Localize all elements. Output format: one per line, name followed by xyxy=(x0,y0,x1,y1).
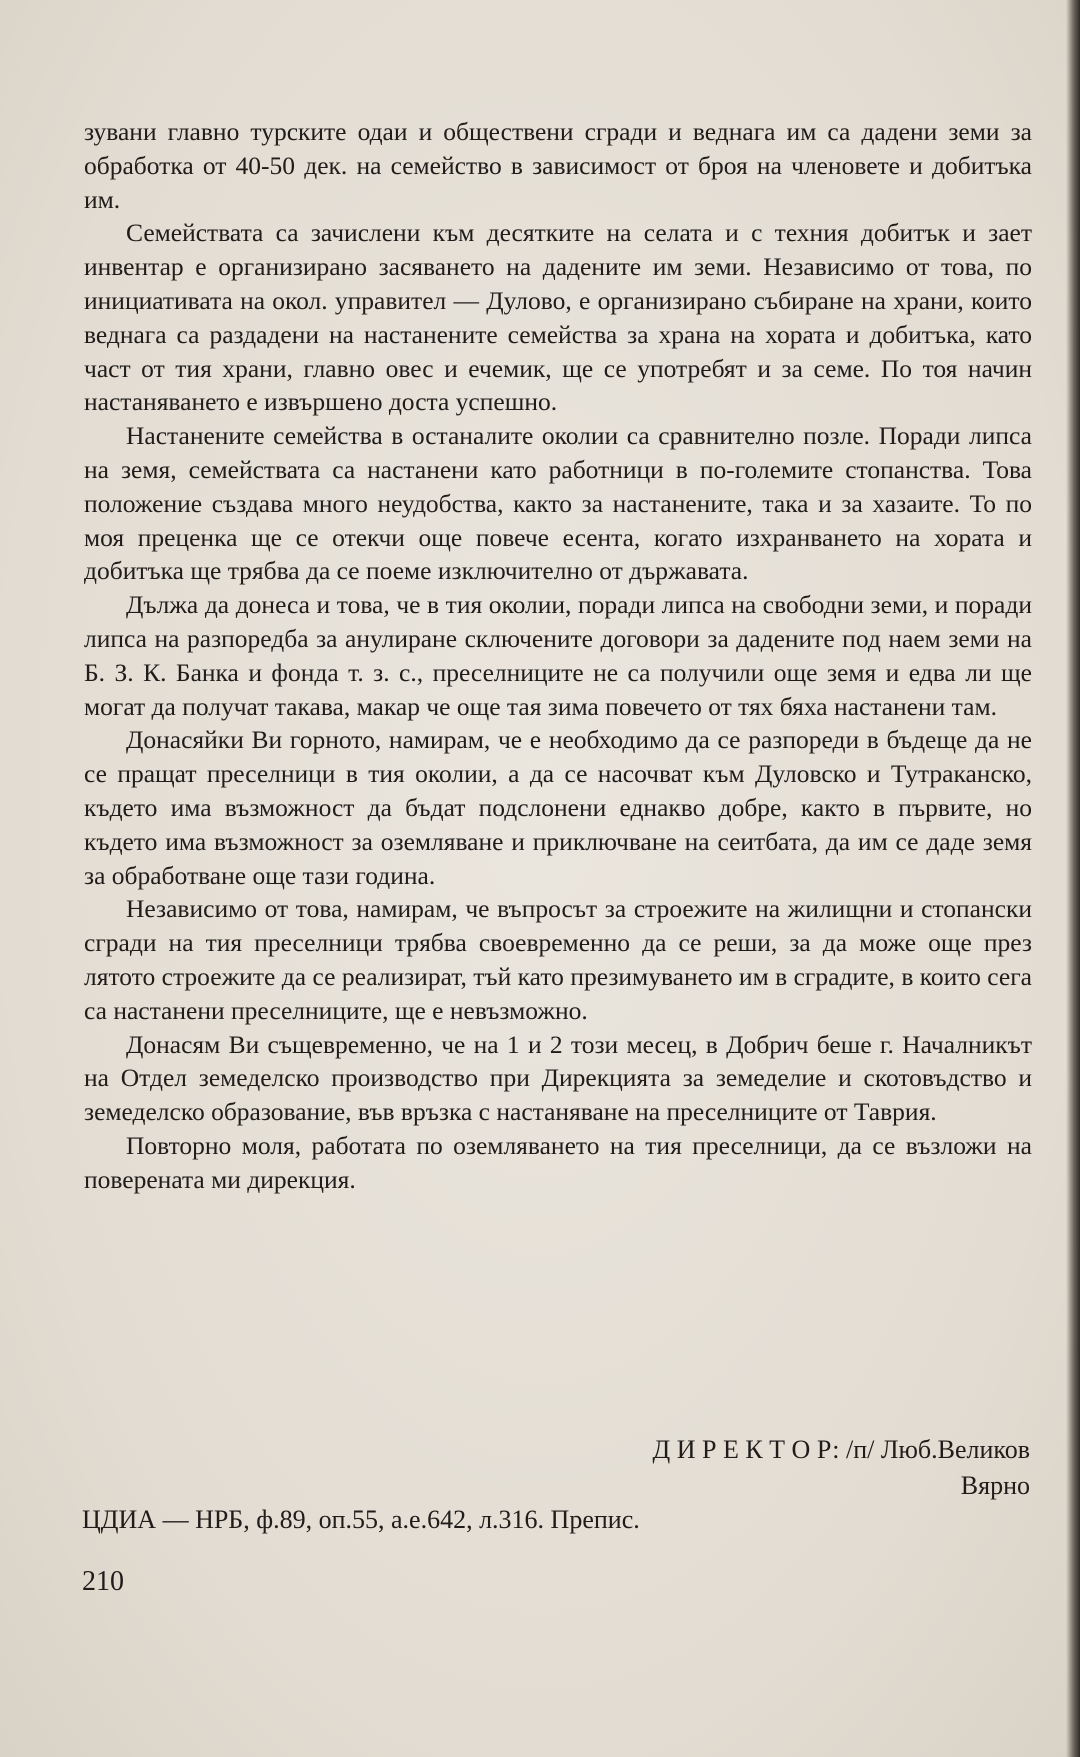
body-text xyxy=(84,115,1032,1197)
paragraph-8: Повторно моля, работата по оземляването на тия преселници, да се възложи на поверената ми дирекция. xyxy=(84,1130,1032,1194)
signature-block xyxy=(510,1432,1030,1504)
paragraph-6: Независимо от това, намирам, че въпросът за строежите на жилищни и стопански сгради на тия преселници трябва своевременно да се реши, за да може още през лятото строежите да се реализират, тъй като презимуването им в сградите, в които сега са настанени преселниците, ще е невъзможно. xyxy=(84,894,1032,1025)
verified-note: Вярно xyxy=(960,1471,1030,1500)
paragraph-7: Донасям Ви същевременно, че на 1 и 2 този месец, в Добрич беше г. Началникът на Отдел земеделско производство при Дирекцията за земеделие и скотовъдство и земеделско образование, във връзка с настаняване на преселниците от Таврия. xyxy=(84,1029,1032,1127)
paragraph-5: Донасяйки Ви горното, намирам, че е необходимо да се разпореди в бъдеще да не се пращат преселници в тия околии, а да се насочват към Дуловско и Тутраканско, където има възможност да бъдат подслонени еднакво добре, както в първите, но където има възможност за оземляване и приключване на сеитбата, да им се даде земя за обработване още тази година. xyxy=(84,725,1032,890)
paragraph-3: Настанените семейства в останалите околии са сравнително позле. Поради липса на земя, семействата са настанени като работници в по-големите стопанства. Това положение създава много неудобства, както за настанените, така и за хазаите. То по моя преценка ще се отекчи още повече есента, когато изхранването на хората и добитъка ще трябва да се поеме изключително от държавата. xyxy=(84,421,1032,586)
paragraph-4: Дължа да донеса и това, че в тия околии, поради липса на свободни земи, и поради липса на разпоредба за анулиране сключените договори за дадените под наем земи на Б. З. К. Банка и фонда т. з. с., преселниците не са получили още земя и едва ли ще могат да получат такава, макар че още тая зима повечето от тях бяха настанени там. xyxy=(84,590,1032,721)
page-number: 210 xyxy=(82,1566,124,1597)
book-spine-shadow xyxy=(1066,0,1080,1757)
archive-source-citation: ЦДИА — НРБ, ф.89, оп.55, а.е.642, л.316. Препис. xyxy=(82,1505,640,1534)
director-signature: Д И Р Е К Т О Р: /п/ Люб.Великов xyxy=(652,1435,1030,1464)
paragraph-1: зувани главно турските одаи и обществени сгради и веднага им са дадени земи за обработка от 40-50 дек. на семейство в зависимост от броя на членовете и добитъка им. xyxy=(84,117,1032,214)
paragraph-2: Семействата са зачислени към десятките на селата и с техния добитък и зает инвентар е организирано засяването на дадените им земи. Независимо от това, по инициативата на окол. управител — Дулово, е организирано събиране на храни, които веднага са раздадени на настанените семейства за храна на хората и добитъка, като част от тия храни, главно овес и ечемик, ще се употребят и за семе. По тоя начин настаняването е извършено доста успешно. xyxy=(84,218,1032,417)
